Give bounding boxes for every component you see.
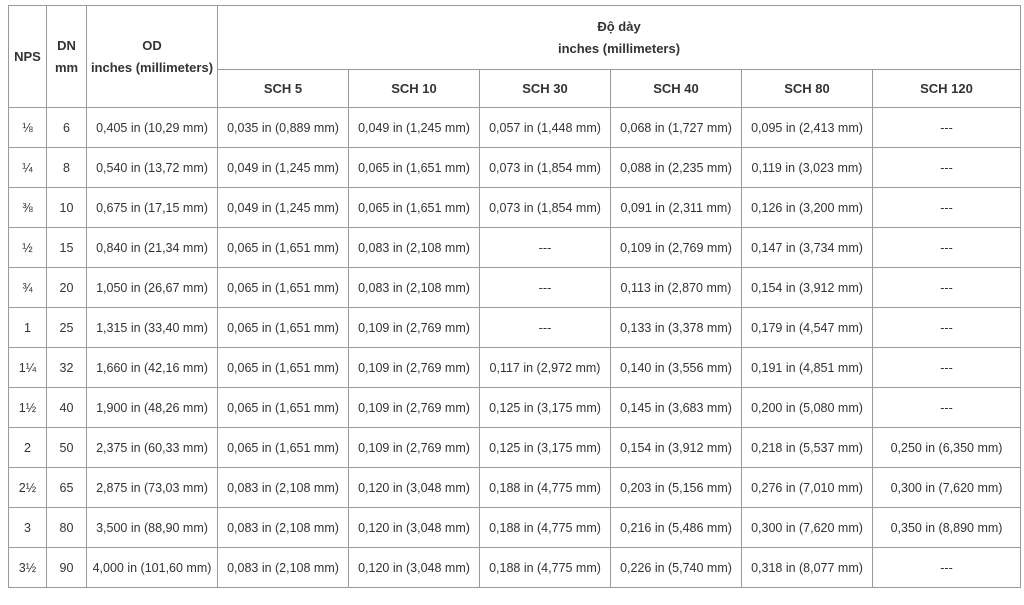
cell-sch-30: --- [480,228,611,268]
cell-sch-40: 0,154 in (3,912 mm) [611,428,742,468]
cell-dn: 32 [47,348,87,388]
header-od [87,6,218,108]
cell-sch-80: 0,154 in (3,912 mm) [742,268,873,308]
cell-sch-10: 0,083 in (2,108 mm) [349,228,480,268]
cell-dn: 20 [47,268,87,308]
cell-sch-120: --- [873,348,1021,388]
pipe-schedule-table-container [8,5,1021,588]
cell-od: 1,660 in (42,16 mm) [87,348,218,388]
header-sch-5: SCH 5 [218,70,349,108]
cell-sch-80: 0,126 in (3,200 mm) [742,188,873,228]
table-body [9,108,1021,588]
cell-sch-5: 0,065 in (1,651 mm) [218,228,349,268]
header-sch-10: SCH 10 [349,70,480,108]
cell-sch-5: 0,065 in (1,651 mm) [218,348,349,388]
header-od-unit: inches (millimeters) [90,59,214,75]
cell-sch-30: --- [480,268,611,308]
table-header [9,6,1021,108]
cell-sch-30: 0,125 in (3,175 mm) [480,428,611,468]
cell-nps: ½ [9,228,47,268]
table-row [9,508,1021,548]
cell-sch-5: 0,065 in (1,651 mm) [218,308,349,348]
header-dn [47,6,87,108]
cell-sch-80: 0,119 in (3,023 mm) [742,148,873,188]
cell-sch-120: --- [873,548,1021,588]
cell-sch-30: 0,057 in (1,448 mm) [480,108,611,148]
cell-sch-40: 0,091 in (2,311 mm) [611,188,742,228]
cell-sch-5: 0,065 in (1,651 mm) [218,268,349,308]
table-row [9,268,1021,308]
cell-nps: 3 [9,508,47,548]
cell-sch-30: 0,188 in (4,775 mm) [480,508,611,548]
cell-od: 2,875 in (73,03 mm) [87,468,218,508]
cell-sch-5: 0,065 in (1,651 mm) [218,428,349,468]
cell-sch-5: 0,083 in (2,108 mm) [218,468,349,508]
cell-dn: 50 [47,428,87,468]
cell-sch-10: 0,065 in (1,651 mm) [349,188,480,228]
cell-dn: 40 [47,388,87,428]
table-row [9,108,1021,148]
cell-sch-120: --- [873,228,1021,268]
cell-sch-40: 0,145 in (3,683 mm) [611,388,742,428]
cell-sch-10: 0,109 in (2,769 mm) [349,388,480,428]
cell-od: 1,050 in (26,67 mm) [87,268,218,308]
cell-dn: 25 [47,308,87,348]
cell-sch-120: 0,350 in (8,890 mm) [873,508,1021,548]
cell-od: 0,675 in (17,15 mm) [87,188,218,228]
cell-sch-80: 0,218 in (5,537 mm) [742,428,873,468]
cell-nps: ⅛ [9,108,47,148]
cell-sch-120: --- [873,188,1021,228]
cell-sch-30: 0,073 in (1,854 mm) [480,148,611,188]
cell-sch-10: 0,083 in (2,108 mm) [349,268,480,308]
cell-od: 1,315 in (33,40 mm) [87,308,218,348]
cell-sch-5: 0,083 in (2,108 mm) [218,508,349,548]
header-row-1 [9,6,1021,70]
table-row [9,348,1021,388]
cell-sch-30: 0,188 in (4,775 mm) [480,468,611,508]
cell-sch-5: 0,049 in (1,245 mm) [218,148,349,188]
cell-nps: 2½ [9,468,47,508]
cell-sch-30: 0,125 in (3,175 mm) [480,388,611,428]
header-sch-80: SCH 80 [742,70,873,108]
cell-dn: 10 [47,188,87,228]
cell-sch-40: 0,226 in (5,740 mm) [611,548,742,588]
cell-sch-80: 0,179 in (4,547 mm) [742,308,873,348]
cell-sch-40: 0,113 in (2,870 mm) [611,268,742,308]
table-row [9,228,1021,268]
cell-dn: 15 [47,228,87,268]
cell-sch-30: --- [480,308,611,348]
cell-dn: 6 [47,108,87,148]
cell-sch-40: 0,088 in (2,235 mm) [611,148,742,188]
cell-sch-40: 0,140 in (3,556 mm) [611,348,742,388]
cell-sch-5: 0,083 in (2,108 mm) [218,548,349,588]
cell-nps: ⅜ [9,188,47,228]
header-sch-40: SCH 40 [611,70,742,108]
cell-sch-40: 0,068 in (1,727 mm) [611,108,742,148]
cell-sch-120: 0,250 in (6,350 mm) [873,428,1021,468]
cell-sch-80: 0,191 in (4,851 mm) [742,348,873,388]
pipe-schedule-table [8,5,1021,588]
cell-sch-40: 0,109 in (2,769 mm) [611,228,742,268]
cell-sch-120: --- [873,268,1021,308]
cell-sch-120: --- [873,308,1021,348]
table-row [9,428,1021,468]
table-row [9,148,1021,188]
header-nps: NPS [9,6,47,108]
cell-nps: 3½ [9,548,47,588]
cell-od: 1,900 in (48,26 mm) [87,388,218,428]
cell-sch-80: 0,300 in (7,620 mm) [742,508,873,548]
cell-sch-5: 0,035 in (0,889 mm) [218,108,349,148]
cell-sch-10: 0,065 in (1,651 mm) [349,148,480,188]
cell-sch-40: 0,133 in (3,378 mm) [611,308,742,348]
cell-od: 2,375 in (60,33 mm) [87,428,218,468]
cell-sch-120: 0,300 in (7,620 mm) [873,468,1021,508]
cell-sch-10: 0,109 in (2,769 mm) [349,428,480,468]
cell-sch-40: 0,203 in (5,156 mm) [611,468,742,508]
header-sch-120: SCH 120 [873,70,1021,108]
cell-od: 0,405 in (10,29 mm) [87,108,218,148]
cell-dn: 65 [47,468,87,508]
header-thickness [218,6,1021,70]
cell-sch-80: 0,200 in (5,080 mm) [742,388,873,428]
table-row [9,548,1021,588]
cell-sch-5: 0,065 in (1,651 mm) [218,388,349,428]
cell-sch-30: 0,117 in (2,972 mm) [480,348,611,388]
cell-nps: 1½ [9,388,47,428]
cell-sch-30: 0,073 in (1,854 mm) [480,188,611,228]
cell-sch-120: --- [873,388,1021,428]
cell-sch-10: 0,049 in (1,245 mm) [349,108,480,148]
table-row [9,308,1021,348]
header-od-label: OD [142,37,162,53]
cell-nps: 1 [9,308,47,348]
header-dn-label: DN [57,37,76,53]
cell-sch-120: --- [873,108,1021,148]
table-row [9,468,1021,508]
cell-sch-80: 0,147 in (3,734 mm) [742,228,873,268]
cell-sch-80: 0,276 in (7,010 mm) [742,468,873,508]
cell-sch-10: 0,120 in (3,048 mm) [349,468,480,508]
cell-dn: 80 [47,508,87,548]
cell-sch-120: --- [873,148,1021,188]
header-thickness-label: Độ dày [597,18,641,34]
cell-sch-30: 0,188 in (4,775 mm) [480,548,611,588]
cell-nps: ¾ [9,268,47,308]
cell-od: 3,500 in (88,90 mm) [87,508,218,548]
cell-sch-5: 0,049 in (1,245 mm) [218,188,349,228]
cell-sch-10: 0,109 in (2,769 mm) [349,348,480,388]
cell-od: 0,540 in (13,72 mm) [87,148,218,188]
header-dn-unit: mm [54,59,79,75]
cell-nps: ¼ [9,148,47,188]
cell-od: 0,840 in (21,34 mm) [87,228,218,268]
cell-sch-80: 0,095 in (2,413 mm) [742,108,873,148]
cell-nps: 2 [9,428,47,468]
cell-sch-10: 0,120 in (3,048 mm) [349,548,480,588]
cell-sch-80: 0,318 in (8,077 mm) [742,548,873,588]
header-thickness-unit: inches (millimeters) [557,40,681,56]
cell-dn: 8 [47,148,87,188]
cell-sch-10: 0,120 in (3,048 mm) [349,508,480,548]
table-row [9,188,1021,228]
cell-nps: 1¼ [9,348,47,388]
table-row [9,388,1021,428]
cell-sch-10: 0,109 in (2,769 mm) [349,308,480,348]
cell-sch-40: 0,216 in (5,486 mm) [611,508,742,548]
cell-od: 4,000 in (101,60 mm) [87,548,218,588]
header-sch-30: SCH 30 [480,70,611,108]
cell-dn: 90 [47,548,87,588]
